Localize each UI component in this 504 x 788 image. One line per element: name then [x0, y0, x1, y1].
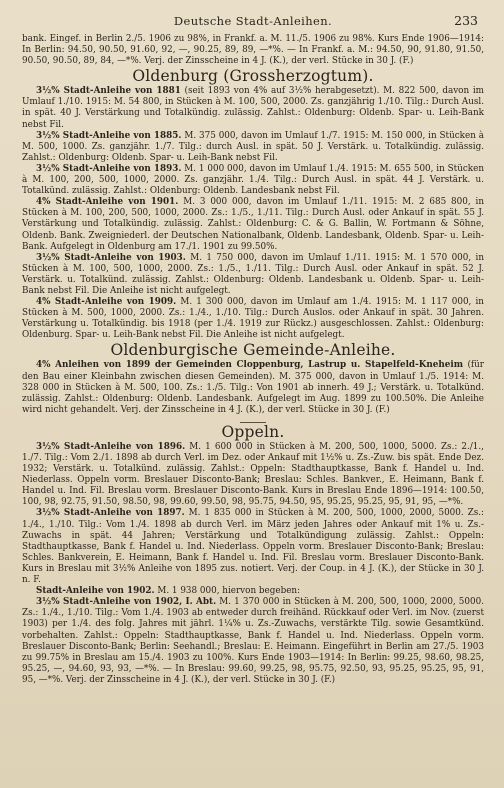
loan-details: M. 1 750 000, davon im Umlauf 1./11. 1915: M. 1 570 000, in Stücken à M. 100, 500, 1000, 2000. Zs.: 1./5., 1./11. Tilg.: Durch Ausl. oder Ankauf in spät. 52 J. Verstärk. u. Totalkünd. zulässig. Zahlst.: Oldenburg: Oldenb. Landesbank u. Oldenb. Spar- u. Leih-Bank nebst Fil. Die Anleihe ist nicht aufgelegt.	[22, 252, 484, 296]
loan-details: M. 1 835 000 in Stücken à M. 200, 500, 1000, 2000, 5000. Zs.: 1./4., 1./10. Tilg.: Vom 1./4. 1898 ab durch Verl. im März jeden Jahres oder Ankauf mit 1% u. Zs.-Zuwachs in spät. 44 Jahren; Verstärkung und Totalkündigung zulässig. Zahlst.: Oppeln: Stadthauptkasse, Bank f. Handel u. Ind. Niederlass. Oppeln vorm. Breslauer Disconto-Bank; Breslau: Schles. Bankverein, E. Heimann, Bank f. Handel u. Ind. Fil. Breslau vorm. Breslauer Disconto-Bank. Kurs in Breslau mit 3½% Anleihe von 1895 zus. notiert. Verj. der Coup. in 4 J. (K.), der Stücke in 30 J. n. F.	[22, 508, 484, 586]
section-gemeinde	[22, 360, 484, 415]
section-heading-oppeln: Oppeln.	[221, 422, 285, 441]
loan-title: 3½% Stadt-Anleihe von 1896.	[36, 441, 186, 452]
loan-entry	[22, 597, 484, 686]
loan-details: M. 1 300 000, davon im Umlauf am 1./4. 1915: M. 1 117 000, in Stücken à M. 500, 1000, 2000. Zs.: 1./4., 1./10. Tilg.: Durch Auslos. oder Ankauf in spät. 30 Jahren. Verstärkung u. Totalkündig. bis 1918 (per 1./4. 1919 zur Rückz.) ausgeschlossen. Zahlst.: Oldenburg: Oldenburg. Spar- u. Leih-Bank nebst Fil. Die Anleihe ist nicht aufgelegt.	[22, 297, 484, 341]
loan-entry	[22, 253, 484, 297]
loan-title: 4% Stadt-Anleihe von 1909.	[36, 297, 177, 308]
section-heading-oldenburg: Oldenburg (Grossherzogtum).	[132, 67, 374, 86]
loan-title: 3½% Stadt-Anleihe von 1893.	[36, 163, 182, 174]
intro-paragraph: bank. Eingef. in Berlin 2./5. 1906 zu 98%, in Frankf. a. M. 11./5. 1906 zu 98%. Kurs Ende 1906—1914: In Berlin: 94.50, 90.50, 91.60, 92, —, 90.25, 89, 89, —*%. — In Frankf. a. M.: 94.50, 90, 91.80, 91.50, 90.50, 90.50, 89, 84, —*%. Verj. der Zinsscheine in 4 J. (K.), der verl. Stücke in 30 J. (F.)	[22, 34, 484, 67]
loan-title: 4% Stadt-Anleihe von 1901.	[36, 197, 179, 208]
loan-details: M. 1 600 000 in Stücken à M. 200, 500, 1000, 5000. Zs.: 2./1., 1./7. Tilg.: Vom 2./1. 1898 ab durch Verl. im Dez. oder Ankauf mit 1½% u. Zs.-Zuw. bis spät. Ende Dez. 1932; Verstärk. u. Totalkünd. zulässig. Zahlst.: Oppeln: Stadthauptkasse, Bank f. Handel u. Ind. Niederlass. Oppeln vorm. Breslauer Disconto-Bank; Breslau: Schles. Bankver., E. Heimann, Bank f. Handel u. Ind. Fil. Breslau vorm. Breslauer Disconto-Bank. Kurs in Breslau Ende 1896—1914: 100.50, 100, 98, 92.75, 91.50, 98.50, 98, 99.60, 99.50, 98, 95.75, 94.50, 95, 95.25, 95.25, 95, 91, 95, —*%.	[22, 441, 484, 508]
loan-title: Stadt-Anleihe von 1902.	[36, 586, 155, 597]
loan-details: (für den Bau einer Kleinbahn zwischen diesen Gemeinden). M. 375 000, davon in Umlauf 1./5. 1914: M. 328 000 in Stücken à M. 500, 100. Zs.: 1./5. Tilg.: Von 1901 ab innerh. 49 J.; Verstärk. u. Totalkünd. zulässig. Zahlst.: Oldenburg: Oldenb. Landesbank. Aufgelegt im Aug. 1899 zu 100.50%. Die Anleihe wird nicht gehandelt. Verj. der Zinsscheine in 4 J. (K.), der verl. Stücke in 30 J. (F.)	[22, 360, 484, 415]
loan-details: (seit 1893 von 4% auf 3½% herabgesetzt). M. 822 500, davon im Umlauf 1./10. 1915: M. 54 800, in Stücken à M. 100, 500, 2000. Zs. ganzjährig 1./10. Tilg.: Durch Ausl. in spät. 40 J. Verstärkung und Totalkündig. zulässig. Zahlst.: Oldenburg: Oldenb. Spar- u. Leih-Bank nebst Fil.	[22, 86, 484, 130]
loan-entry	[22, 197, 484, 252]
loan-details: M. 1 370 000 in Stücken à M. 200, 500, 1000, 2000, 5000. Zs.: 1./4., 1./10. Tilg.: Vom 1./4. 1903 ab entweder durch freihänd. Rückkauf oder Verl. im Nov. (zuerst 1903) per 1./4. des folg. Jahres mit jährl. 1¼% u. Zs.-Zuwachs, verstärkte Tilg. sowie Gesamtkünd. vorbehalten. Zahlst.: Oppeln: Stadthauptkasse, Bank f. Handel u. Ind. Niederlass. Oppeln vorm. Breslauer Disconto-Bank; Berlin: Seehandl.; Breslau: E. Heimann. Eingeführt in Berlin am 27./5. 1903 zu 99.75% in Breslau am 15./4. 1903 zu 100%. Kurs Ende 1903—1914: In Berlin: 99.25, 98.60, 98.25, 95.25, —, 94.60, 93, 93, —*%. — In Breslau: 99.60, 99.25, 98, 95.75, 92.50, 93, 95.25, 95.25, 95, 91, 95, —*%. Verj. der Zinsscheine in 4 J. (K.), der verl. Stücke in 30 J. (F.)	[22, 597, 484, 685]
loan-details: M. 1 938 000, hiervon begeben:	[154, 586, 301, 597]
loan-title: 3½% Stadt-Anleihe von 1885.	[36, 130, 182, 141]
loan-entry	[22, 586, 484, 597]
loan-details: M. 3 000 000, davon im Umlauf 1./11. 1915: M. 2 685 800, in Stücken à M. 100, 200, 500, 1000, 2000. Zs.: 1./5., 1./11. Tilg.: Durch Ausl. oder Ankauf in spät. 55 J. Verstärkung und Totalkündig. zulässig. Zahlst.: Oldenburg: C. & G. Ballin, W. Fortmann & Söhne, Oldenb. Bank. Zweigniederl. der Deutschen Nationalbank, Oldenb. Landesbank, Oldenb. Spar- u. Leih-Bank. Aufgelegt in Oldenburg am 17./1. 1901 zu 99.50%.	[22, 197, 484, 252]
loan-entry	[22, 360, 484, 415]
loan-entry	[22, 164, 484, 197]
loan-title: 3½% Stadt-Anleihe von 1902, I. Abt.	[36, 597, 217, 608]
loan-title: 4% Anleihen von 1899 der Gemeinden Cloppenburg, Lastrup u. Stapelfeld-Kneheim	[36, 360, 464, 371]
running-title: Deutsche Stadt-Anleihen.	[173, 14, 333, 28]
loan-entry	[22, 86, 484, 130]
loan-title: 3½% Stadt-Anleihe von 1903.	[36, 252, 186, 263]
loan-title: 3½% Stadt-Anleihe von 1897.	[36, 508, 185, 519]
loan-details: M. 375 000, davon im Umlauf 1./7. 1915: M. 150 000, in Stücken à M. 500, 1000. Zs. ganzjähr. 1./7. Tilg.: durch Ausl. in spät. 50 J. Verstärk. u. Totalkündig. zulässig. Zahlst.: Oldenburg: Oldenb. Spar- u. Leih-Bank nebst Fil.	[22, 130, 484, 163]
loan-entry	[22, 131, 484, 164]
loan-details: M. 1 000 000, davon im Umlauf 1./4. 1915: M. 655 500, in Stücken à M. 100, 200, 500, 1000, 2000. Zs. ganzjähr. 1./4. Tilg.: Durch Ausl. in spät. 44 J. Verstärk. u. Totalkünd. zulässig. Zahlst.: Oldenburg: Oldenb. Landesbank nebst Fil.	[22, 163, 484, 197]
loan-title: 3½% Stadt-Anleihe von 1881	[36, 86, 181, 97]
section-oppeln	[22, 442, 484, 686]
loan-entry	[22, 297, 484, 341]
running-head	[22, 14, 484, 34]
section-heading-gemeinde: Oldenburgische Gemeinde-Anleihe.	[110, 341, 396, 360]
section-oldenburg	[22, 86, 484, 341]
page-number: 233	[454, 13, 478, 28]
loan-entry	[22, 508, 484, 586]
loan-entry	[22, 442, 484, 509]
